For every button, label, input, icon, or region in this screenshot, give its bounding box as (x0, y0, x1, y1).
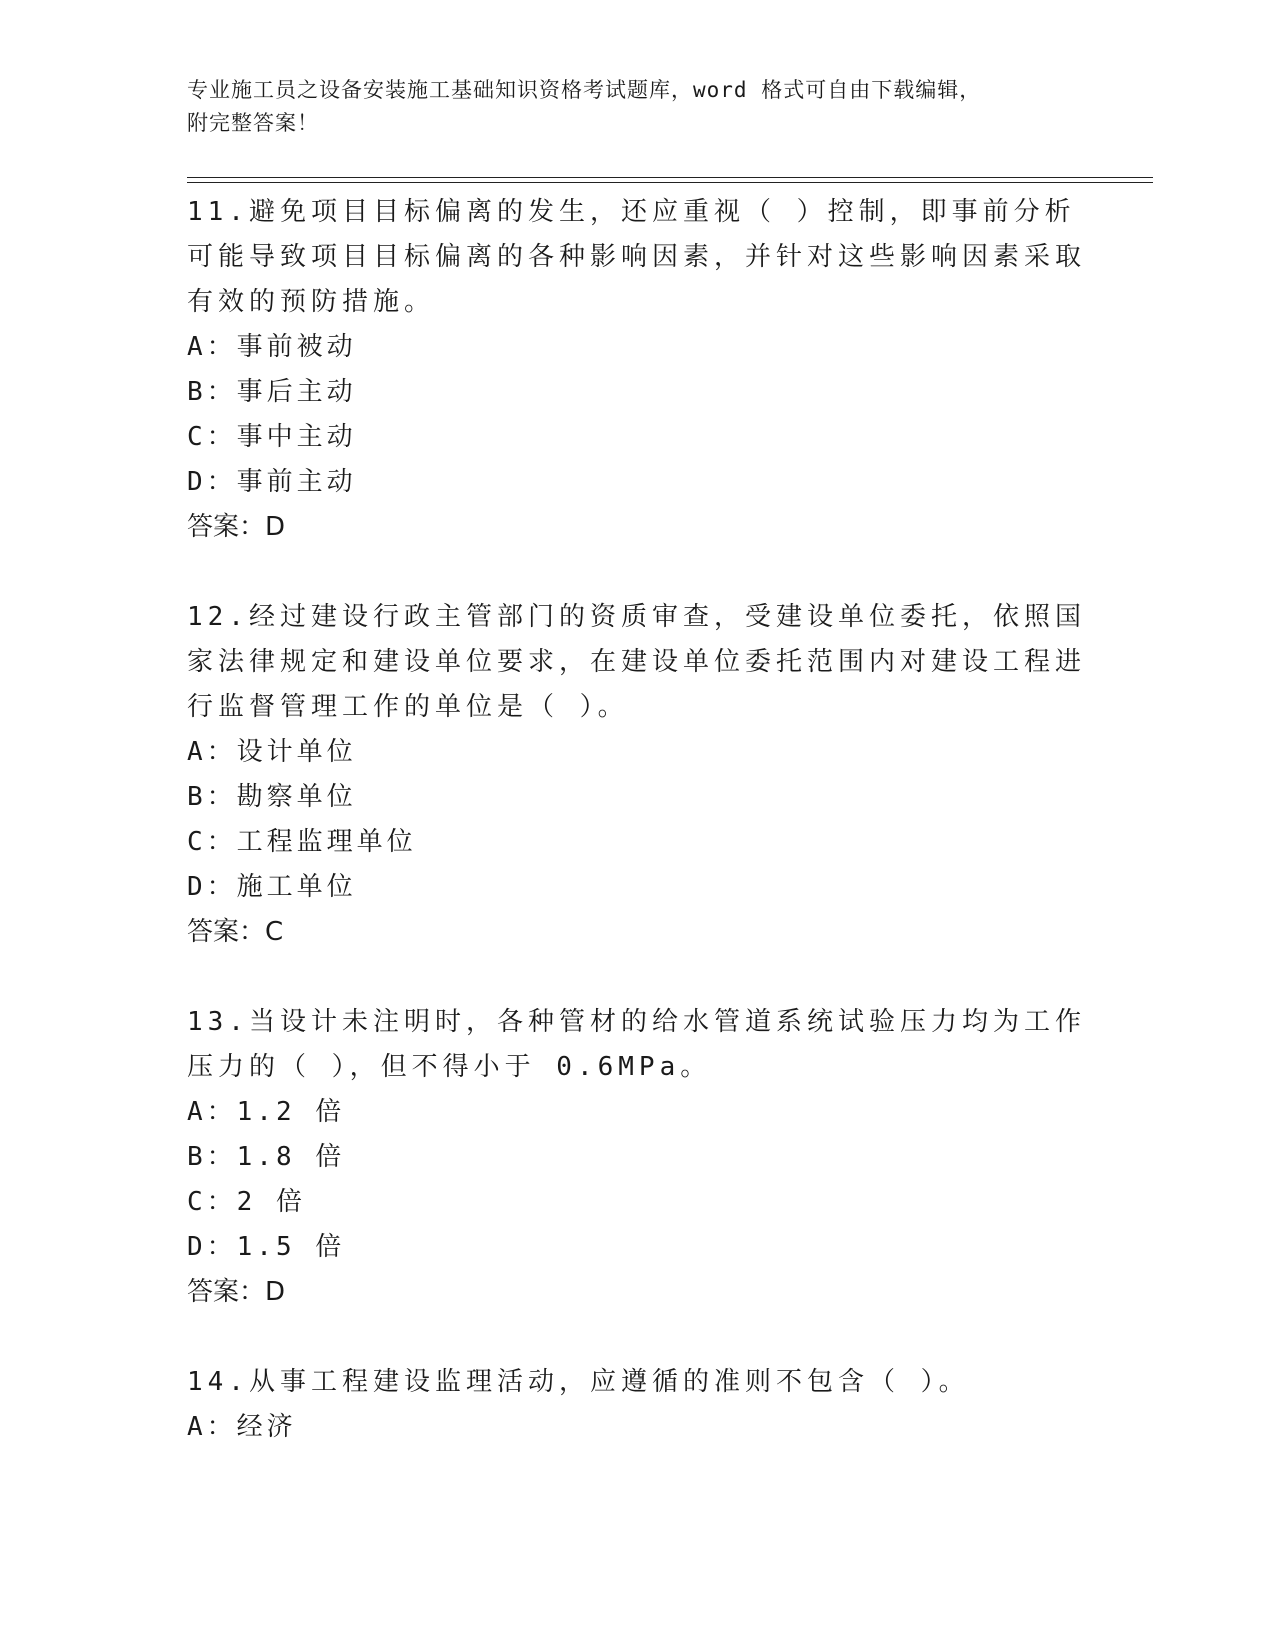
question-11 (187, 190, 1087, 550)
header-line: 附完整答案！ (187, 111, 319, 135)
option-d: D：1.5 倍 (187, 1232, 346, 1262)
option-a: A：经济 (187, 1412, 297, 1442)
question-stem: 13.当设计未注明时，各种管材的给水管道系统试验压力均为工作压力的（ ），但不得小于 0.6MPa。 (187, 1007, 1086, 1082)
question-stem: 11.避免项目目标偏离的发生，还应重视（ ）控制，即事前分析可能导致项目目标偏离的各种影响因素，并针对这些影响因素采取有效的预防措施。 (187, 197, 1087, 317)
option-b: B：1.8 倍 (187, 1142, 346, 1172)
option-b: B：勘察单位 (187, 782, 357, 812)
question-13 (187, 1000, 1087, 1315)
option-b: B：事后主动 (187, 377, 357, 407)
option-d: D：施工单位 (187, 872, 357, 902)
option-a: A：设计单位 (187, 737, 357, 767)
answer: 答案：D (187, 1277, 286, 1307)
header-rule-bottom (187, 182, 1153, 183)
document-header (187, 74, 1067, 140)
header-line: 专业施工员之设备安装施工基础知识资格考试题库，word 格式可自由下载编辑， (187, 78, 982, 102)
option-a: A：1.2 倍 (187, 1097, 346, 1127)
header-rule-top (187, 177, 1153, 178)
answer: 答案：D (187, 512, 286, 542)
question-stem: 14.从事工程建设监理活动，应遵循的准则不包含（ ）。 (187, 1367, 970, 1397)
question-14 (187, 1360, 1087, 1450)
answer: 答案：C (187, 917, 284, 947)
question-stem: 12.经过建设行政主管部门的资质审查，受建设单位委托，依照国家法律规定和建设单位要求，在建设单位委托范围内对建设工程进行监督管理工作的单位是（ ）。 (187, 602, 1087, 722)
option-d: D：事前主动 (187, 467, 357, 497)
option-c: C：事中主动 (187, 422, 357, 452)
question-12 (187, 595, 1087, 955)
option-a: A：事前被动 (187, 332, 357, 362)
option-c: C：2 倍 (187, 1187, 306, 1217)
question-list (187, 190, 1087, 1495)
option-c: C：工程监理单位 (187, 827, 417, 857)
